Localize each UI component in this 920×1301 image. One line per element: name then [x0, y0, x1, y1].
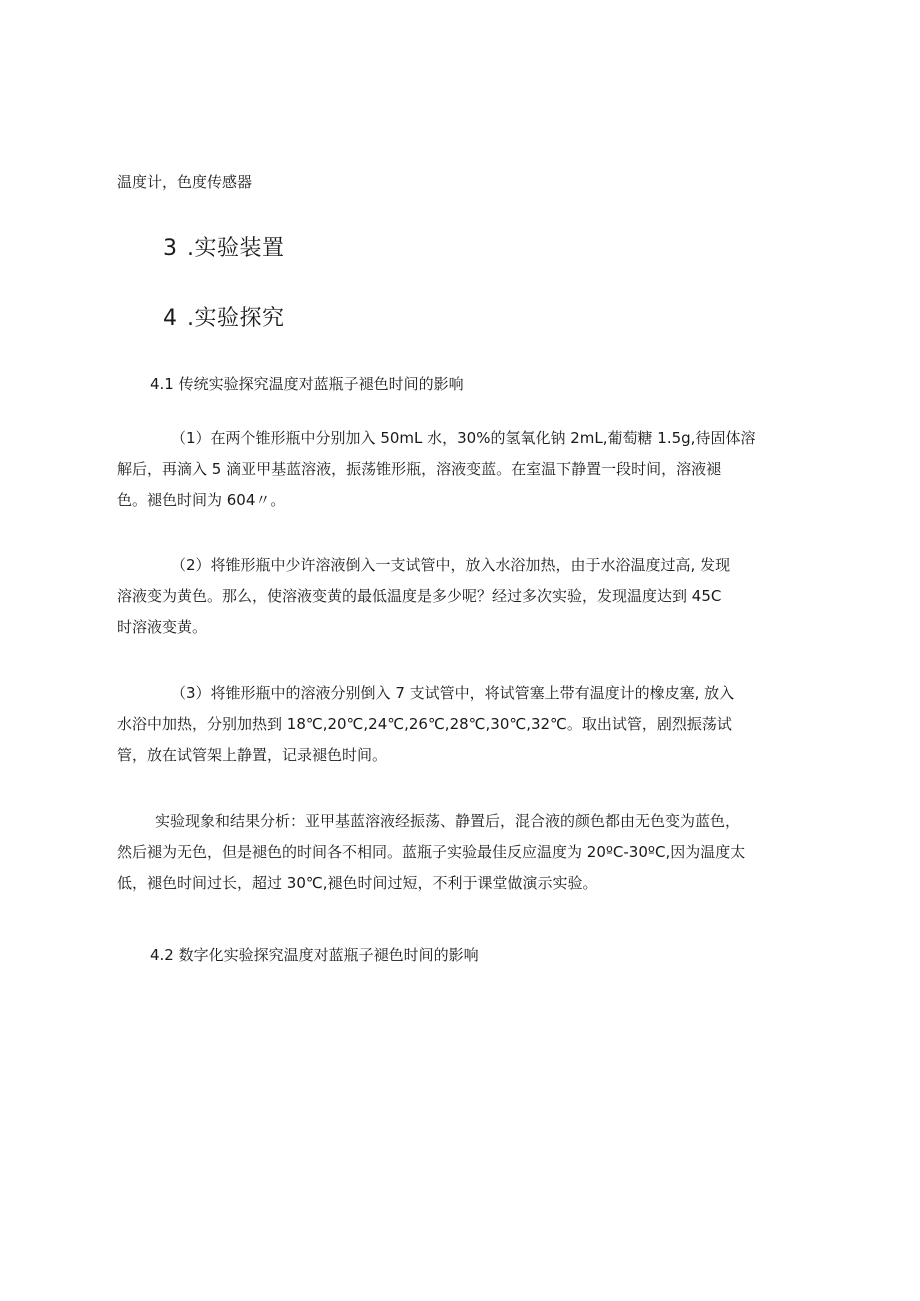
analysis-line: 实验现象和结果分析：亚甲基蓝溶液经振荡、静置后，混合液的颜色都由无色变为蓝色，: [155, 812, 741, 830]
section-4-heading: [163, 305, 285, 333]
step-3-line: 管，放在试管架上静置，记录褪色时间。: [117, 746, 388, 764]
subsection-4-2-heading: 4.2 数字化实验探究温度对蓝瓶子褪色时间的影响: [150, 946, 479, 964]
step-2-line: 时溶液变黄。: [117, 618, 208, 636]
analysis-line: 低，褪色时间过长，超过 30℃,褪色时间过短，不利于课堂做演示实验。: [117, 874, 598, 892]
section-4-title: .实验探究: [187, 306, 285, 331]
step-3-line: （3）将锥形瓶中的溶液分别倒入 7 支试管中，将试管塞上带有温度计的橡皮塞, 放入: [171, 684, 735, 702]
intro-line: 温度计，色度传感器: [117, 173, 253, 191]
section-4-number: 4: [163, 306, 178, 331]
section-3-number: 3: [163, 236, 178, 261]
step-1-line: （1）在两个锥形瓶中分别加入 50mL 水，30%的氢氧化钠 2mL,葡萄糖 1.5g,待固体溶: [171, 429, 756, 447]
analysis-paragraph: [117, 811, 807, 904]
step-2-line: （2）将锥形瓶中少许溶液倒入一支试管中，放入水浴加热，由于水浴温度过高, 发现: [171, 556, 731, 574]
step-1-paragraph: [117, 428, 807, 521]
step-1-line: 解后，再滴入 5 滴亚甲基蓝溶液，振荡锥形瓶，溶液变蓝。在室温下静置一段时间，溶液褪: [117, 460, 722, 478]
step-2-paragraph: [117, 555, 807, 648]
step-3-line: 水浴中加热，分别加热到 18℃,20℃,24℃,26℃,28℃,30℃,32℃。取出试管，剧烈振荡试: [117, 715, 732, 733]
step-3-paragraph: [117, 683, 807, 776]
step-1-line: 色。褪色时间为 604〃。: [117, 491, 286, 509]
section-3-title: .实验装置: [187, 236, 285, 261]
step-2-line: 溶液变为黄色。那么，使溶液变黄的最低温度是多少呢？经过多次实验，发现温度达到 45C: [117, 587, 722, 605]
analysis-line: 然后褪为无色，但是褪色的时间各不相同。蓝瓶子实验最佳反应温度为 20ºC-30ºC,因为温度太: [117, 843, 746, 861]
subsection-4-1-heading: 4.1 传统实验探究温度对蓝瓶子褪色时间的影响: [150, 375, 464, 393]
section-3-heading: [163, 235, 285, 263]
